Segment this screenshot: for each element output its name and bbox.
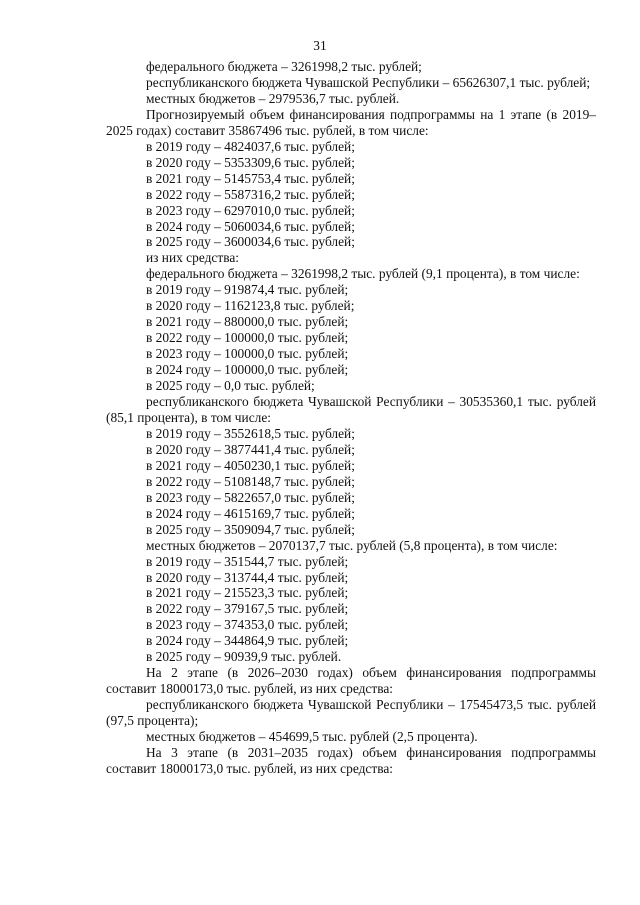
document-body xyxy=(106,59,596,777)
list-item: в 2020 году – 3877441,4 тыс. рублей; xyxy=(146,441,355,457)
paragraph: На 3 этапе (в 2031–2035 годах) объем финансирования подпрограммы составит 18000173,0 тыс. рублей, из них средства: xyxy=(106,744,596,776)
list-item: в 2023 году – 374353,0 тыс. рублей; xyxy=(146,617,349,633)
list-item: в 2025 году – 90939,9 тыс. рублей. xyxy=(146,649,342,665)
list-item: в 2023 году – 100000,0 тыс. рублей; xyxy=(146,346,349,362)
list-item: в 2024 году – 100000,0 тыс. рублей; xyxy=(146,362,349,378)
paragraph: республиканского бюджета Чувашской Республики – 65626307,1 тыс. рублей; xyxy=(146,74,591,90)
list-item: в 2024 году – 5060034,6 тыс. рублей; xyxy=(146,218,355,234)
list-item: в 2025 году – 3509094,7 тыс. рублей; xyxy=(146,521,355,537)
list-item: в 2021 году – 4050230,1 тыс. рублей; xyxy=(146,457,355,473)
list-item: в 2022 году – 5587316,2 тыс. рублей; xyxy=(146,186,355,202)
list-item: в 2023 году – 5822657,0 тыс. рублей; xyxy=(146,489,355,505)
list-item: в 2021 году – 880000,0 тыс. рублей; xyxy=(146,314,349,330)
list-item: в 2025 году – 3600034,6 тыс. рублей; xyxy=(146,234,355,250)
list-item: в 2022 году – 100000,0 тыс. рублей; xyxy=(146,330,349,346)
list-item: в 2019 году – 351544,7 тыс. рублей; xyxy=(146,553,349,569)
list-item: в 2022 году – 379167,5 тыс. рублей; xyxy=(146,601,349,617)
list-item: в 2019 году – 4824037,6 тыс. рублей; xyxy=(146,138,355,154)
paragraph: республиканского бюджета Чувашской Республики – 17545473,5 тыс. рублей (97,5 процента); xyxy=(106,697,596,729)
list-item: в 2019 году – 919874,4 тыс. рублей; xyxy=(146,282,349,298)
list-item: в 2021 году – 215523,3 тыс. рублей; xyxy=(146,585,349,601)
list-item: в 2020 году – 313744,4 тыс. рублей; xyxy=(146,569,349,585)
list-item: в 2020 году – 5353309,6 тыс. рублей; xyxy=(146,154,355,170)
list-item: в 2019 году – 3552618,5 тыс. рублей; xyxy=(146,425,355,441)
paragraph: местных бюджетов – 2979536,7 тыс. рублей. xyxy=(146,90,400,106)
paragraph: из них средства: xyxy=(146,250,240,266)
list-item: в 2022 году – 5108148,7 тыс. рублей; xyxy=(146,473,355,489)
page-number: 31 xyxy=(313,38,327,53)
paragraph: местных бюджетов – 454699,5 тыс. рублей (2,5 процента). xyxy=(146,729,478,745)
paragraph: На 2 этапе (в 2026–2030 годах) объем финансирования подпрограммы составит 18000173,0 тыс. рублей, из них средства: xyxy=(106,665,596,697)
paragraph: местных бюджетов – 2070137,7 тыс. рублей (5,8 процента), в том числе: xyxy=(146,537,558,553)
list-item: в 2024 году – 4615169,7 тыс. рублей; xyxy=(146,505,355,521)
paragraph: республиканского бюджета Чувашской Республики – 30535360,1 тыс. рублей (85,1 процента), в том числе: xyxy=(106,394,596,425)
list-item: в 2021 году – 5145753,4 тыс. рублей; xyxy=(146,170,355,186)
list-item: в 2023 году – 6297010,0 тыс. рублей; xyxy=(146,202,355,218)
paragraph: федерального бюджета – 3261998,2 тыс. рублей; xyxy=(146,59,422,74)
list-item: в 2025 году – 0,0 тыс. рублей; xyxy=(146,378,315,394)
list-item: в 2020 году – 1162123,8 тыс. рублей; xyxy=(146,298,355,314)
paragraph: федерального бюджета – 3261998,2 тыс. рублей (9,1 процента), в том числе: xyxy=(146,266,580,282)
list-item: в 2024 году – 344864,9 тыс. рублей; xyxy=(146,633,349,649)
paragraph: Прогнозируемый объем финансирования подпрограммы на 1 этапе (в 2019–2025 годах) составит 35867496 тыс. рублей, в том числе: xyxy=(106,106,596,138)
